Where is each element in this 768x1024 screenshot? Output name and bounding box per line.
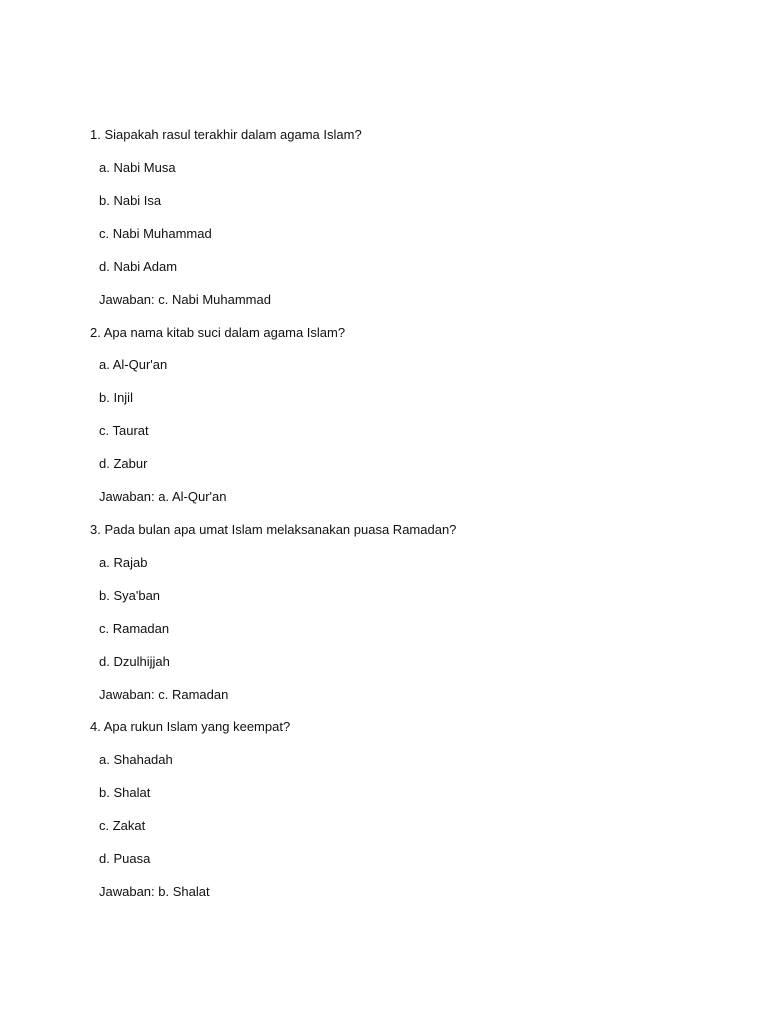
question-4-option-d: d. Puasa — [99, 851, 151, 866]
question-4: 4. Apa rukun Islam yang keempat? — [90, 719, 291, 734]
question-2-option-b: b. Injil — [99, 390, 133, 405]
question-2-option-a: a. Al-Qur'an — [99, 357, 168, 372]
question-3-option-d: d. Dzulhijjah — [99, 654, 170, 669]
question-4-option-c: c. Zakat — [99, 818, 146, 833]
question-1-option-d: d. Nabi Adam — [99, 259, 178, 274]
question-1-answer: Jawaban: c. Nabi Muhammad — [99, 292, 271, 307]
question-4-option-a: a. Shahadah — [99, 752, 173, 767]
question-2: 2. Apa nama kitab suci dalam agama Islam? — [90, 325, 346, 340]
question-2-option-c: c. Taurat — [99, 423, 149, 438]
question-1: 1. Siapakah rasul terakhir dalam agama Islam? — [90, 127, 362, 142]
question-2-option-d: d. Zabur — [99, 456, 148, 471]
question-3-answer: Jawaban: c. Ramadan — [99, 687, 229, 702]
question-4-answer: Jawaban: b. Shalat — [99, 884, 210, 899]
question-3-option-a: a. Rajab — [99, 555, 148, 570]
question-2-answer: Jawaban: a. Al-Qur'an — [99, 489, 227, 504]
question-3: 3. Pada bulan apa umat Islam melaksanakan puasa Ramadan? — [90, 522, 457, 537]
question-4-option-b: b. Shalat — [99, 785, 151, 800]
question-1-option-c: c. Nabi Muhammad — [99, 226, 212, 241]
question-3-option-c: c. Ramadan — [99, 621, 170, 636]
question-3-option-b: b. Sya'ban — [99, 588, 161, 603]
question-1-option-b: b. Nabi Isa — [99, 193, 162, 208]
question-1-option-a: a. Nabi Musa — [99, 160, 176, 175]
